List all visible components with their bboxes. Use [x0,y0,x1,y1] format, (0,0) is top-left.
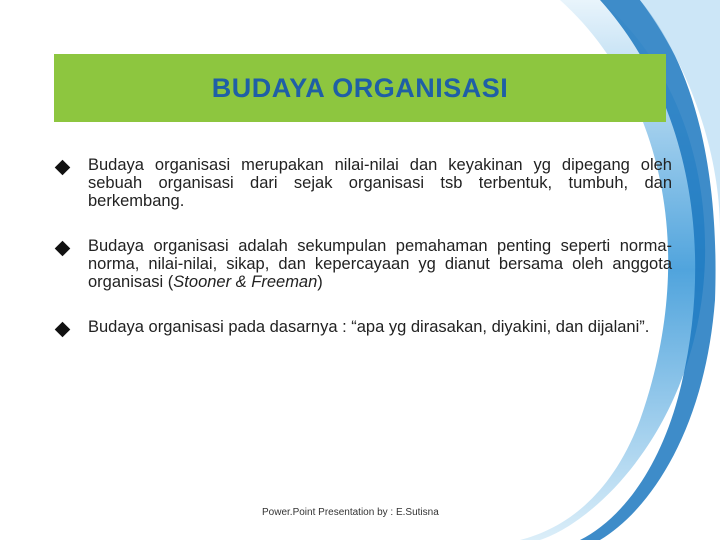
diamond-bullet-icon [55,160,71,176]
diamond-bullet-icon [55,241,71,257]
bullet-item [52,156,672,210]
bullet-list [52,156,672,363]
bullet-text-main: Budaya organisasi adalah sekumpulan pemahaman penting seperti norma-norma, nilai-nilai, sikap, dan kepercayaan yg dianut bersama oleh anggota organisasi ( [88,237,672,291]
footer-credit: Power.Point Presentation by : E.Sutisna [262,507,439,518]
bullet-item [52,318,672,336]
bullet-text [88,237,672,291]
bullet-item [52,237,672,291]
bullet-text: Budaya organisasi merupakan nilai-nilai dan keyakinan yg dipegang oleh sebuah organisasi dari sejak organisasi tsb terbentuk, tumbuh, dan berkembang. [88,156,672,210]
bullet-text-end: ) [317,273,323,291]
title-banner [54,54,666,122]
citation: Stooner & Freeman [173,273,318,291]
slide-title: BUDAYA ORGANISASI [211,72,509,103]
diamond-bullet-icon [55,322,71,338]
bullet-text: Budaya organisasi pada dasarnya : “apa yg dirasakan, diyakini, dan dijalani”. [88,318,650,336]
